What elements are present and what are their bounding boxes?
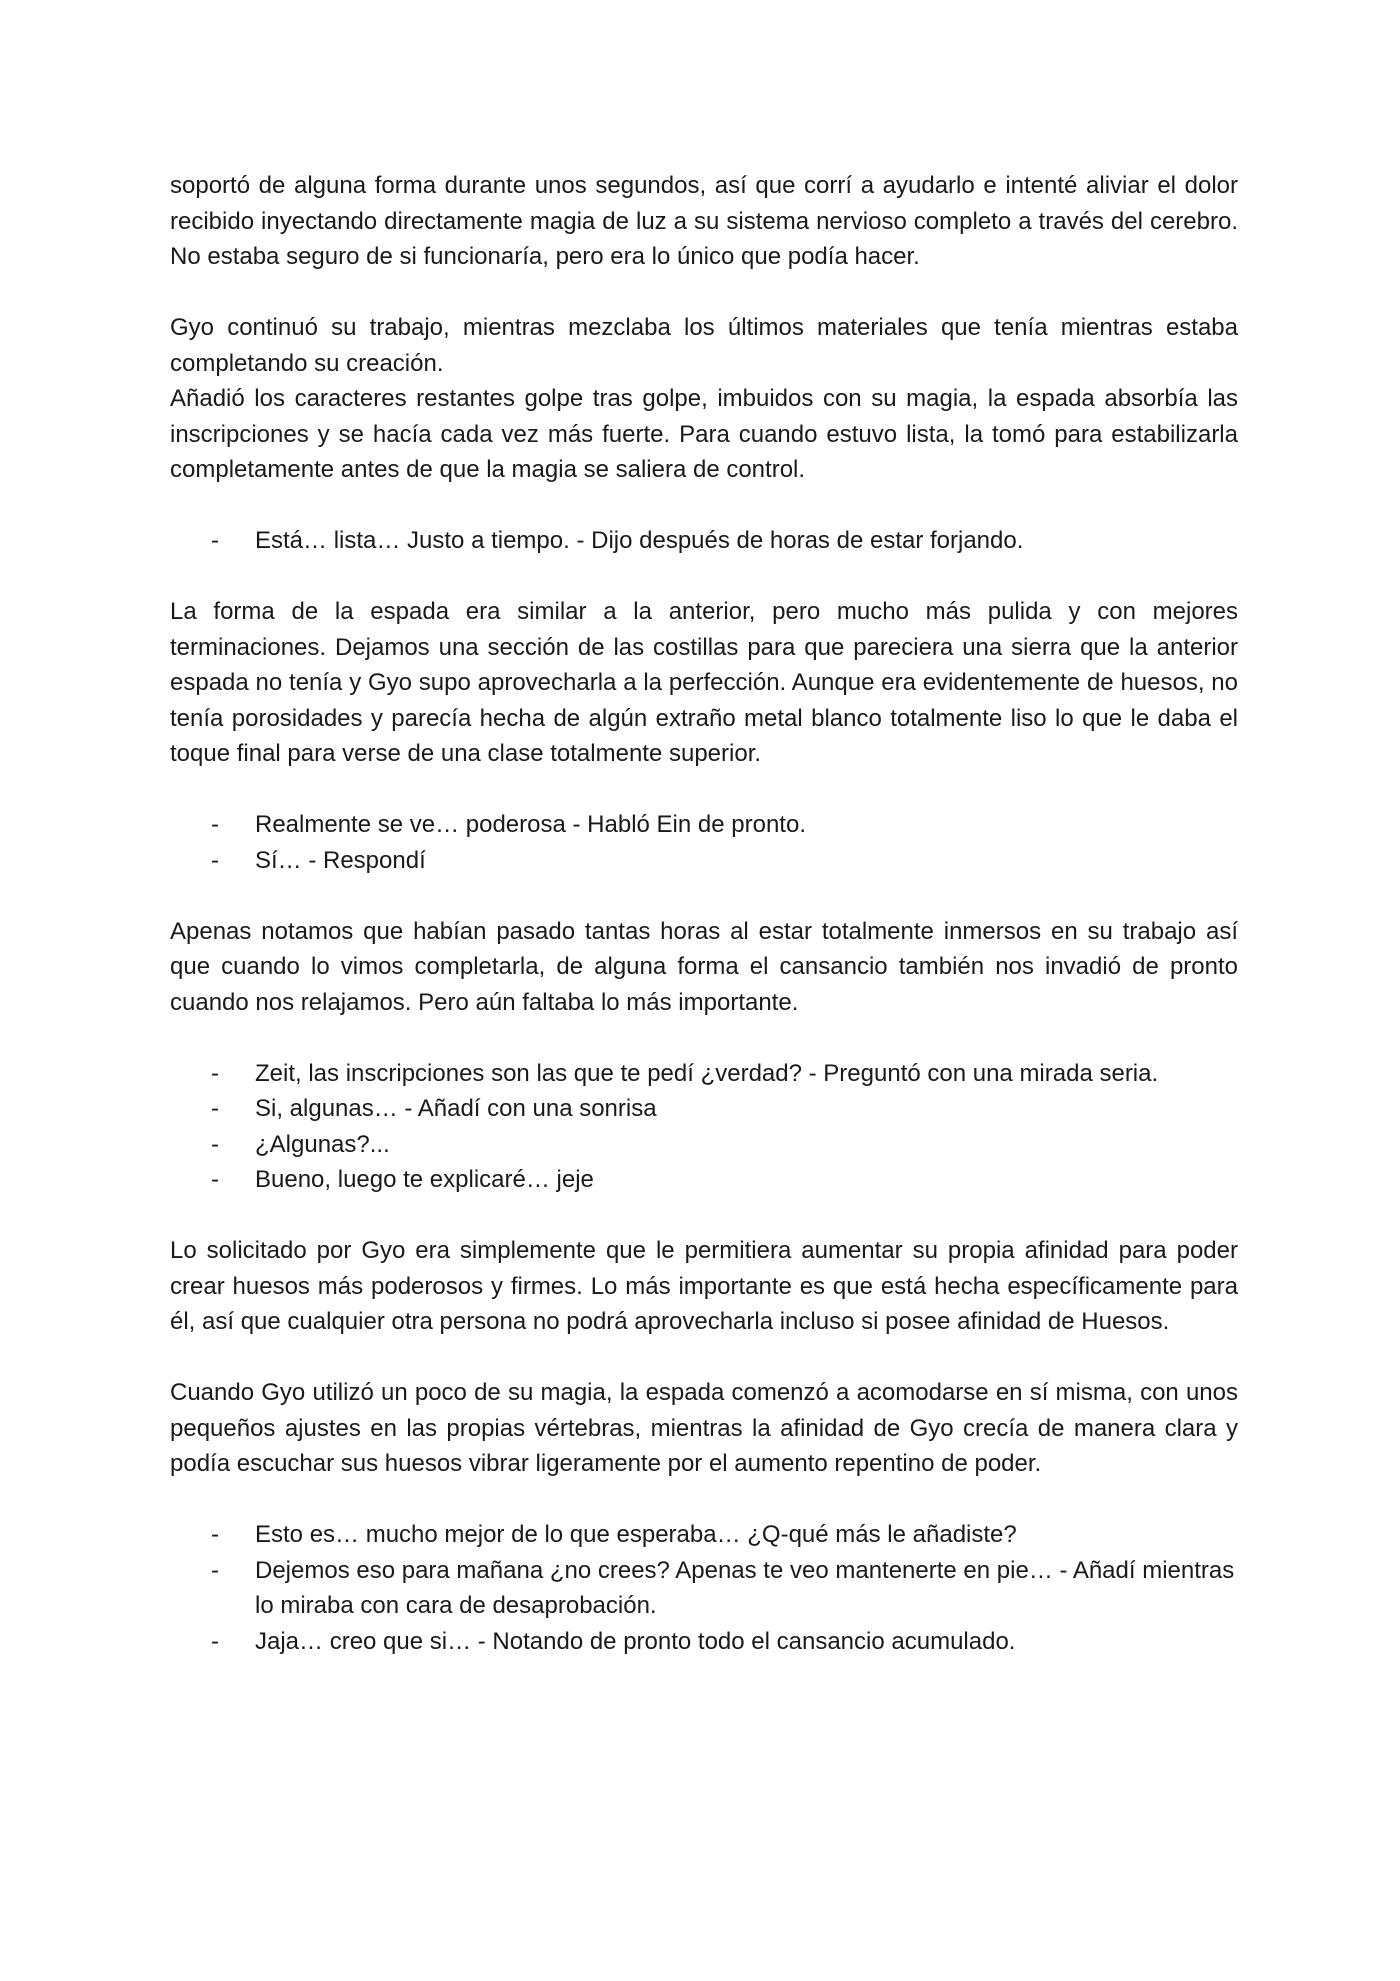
- dialogue-line: - ¿Algunas?...: [170, 1127, 1238, 1163]
- dialogue-list: [170, 1056, 1238, 1198]
- paragraph: Lo solicitado por Gyo era simplemente que le permitiera aumentar su propia afinidad para poder crear huesos más poderosos y firmes. Lo más importante es que está hecha específicamente para él, así que cualquier otra persona no podrá aprovecharla incluso si posee afinidad de Huesos.: [170, 1237, 1238, 1335]
- paragraph: soportó de alguna forma durante unos segundos, así que corrí a ayudarlo e intenté aliviar el dolor recibido inyectando directamente magia de luz a su sistema nervioso completo a través del cerebro. No estaba seguro de si funcionaría, pero era lo único que podía hacer.: [170, 172, 1238, 270]
- paragraph: Añadió los caracteres restantes golpe tras golpe, imbuidos con su magia, la espada absorbía las inscripciones y se hacía cada vez más fuerte. Para cuando estuvo lista, la tomó para estabilizarla completamente antes de que la magia se saliera de control.: [170, 385, 1238, 483]
- paragraph: Apenas notamos que habían pasado tantas horas al estar totalmente inmersos en su trabajo así que cuando lo vimos completarla, de alguna forma el cansancio también nos invadió de pronto cuando nos relajamos. Pero aún faltaba lo más importante.: [170, 917, 1238, 1016]
- dialogue-line: - Esto es… mucho mejor de lo que esperaba… ¿Q-qué más le añadiste?: [170, 1517, 1238, 1553]
- dialogue-line: - Bueno, luego te explicaré… jeje: [170, 1162, 1238, 1198]
- paragraph: Gyo continuó su trabajo, mientras mezclaba los últimos materiales que tenía mientras estaba completando su creación.: [170, 314, 1238, 377]
- dialogue-line: - Sí… - Respondí: [170, 843, 1238, 879]
- dialogue-line: - Está… lista… Justo a tiempo. - Dijo después de horas de estar forjando.: [170, 523, 1238, 559]
- dialogue-line: - Realmente se ve… poderosa - Habló Ein de pronto.: [170, 807, 1238, 843]
- paragraph: Cuando Gyo utilizó un poco de su magia, la espada comenzó a acomodarse en sí misma, con unos pequeños ajustes en las propias vértebras, mientras la afinidad de Gyo crecía de manera clara y podía escuchar sus huesos vibrar ligeramente por el aumento repentino de poder.: [170, 1379, 1238, 1477]
- dialogue-line: - Zeit, las inscripciones son las que te pedí ¿verdad? - Preguntó con una mirada seria.: [170, 1056, 1238, 1092]
- dialogue-line: - Dejemos eso para mañana ¿no crees? Apenas te veo mantenerte en pie… - Añadí mientras lo miraba con cara de desaprobación.: [170, 1553, 1238, 1624]
- dialogue-list: [170, 807, 1238, 878]
- paragraph: La forma de la espada era similar a la anterior, pero mucho más pulida y con mejores terminaciones. Dejamos una sección de las costillas para que pareciera una sierra que la anterior espada no tenía y Gyo supo aprovecharla a la perfección. Aunque era evidentemente de huesos, no tenía porosidades y parecía hecha de algún extraño metal blanco totalmente liso lo que le daba el toque final para verse de una clase totalmente superior.: [170, 598, 1238, 767]
- dialogue-line: - Si, algunas… - Añadí con una sonrisa: [170, 1091, 1238, 1127]
- document-page: [170, 168, 1238, 1695]
- dialogue-line: - Jaja… creo que si… - Notando de pronto todo el cansancio acumulado.: [170, 1624, 1238, 1660]
- dialogue-list: [170, 523, 1238, 559]
- dialogue-list: [170, 1517, 1238, 1659]
